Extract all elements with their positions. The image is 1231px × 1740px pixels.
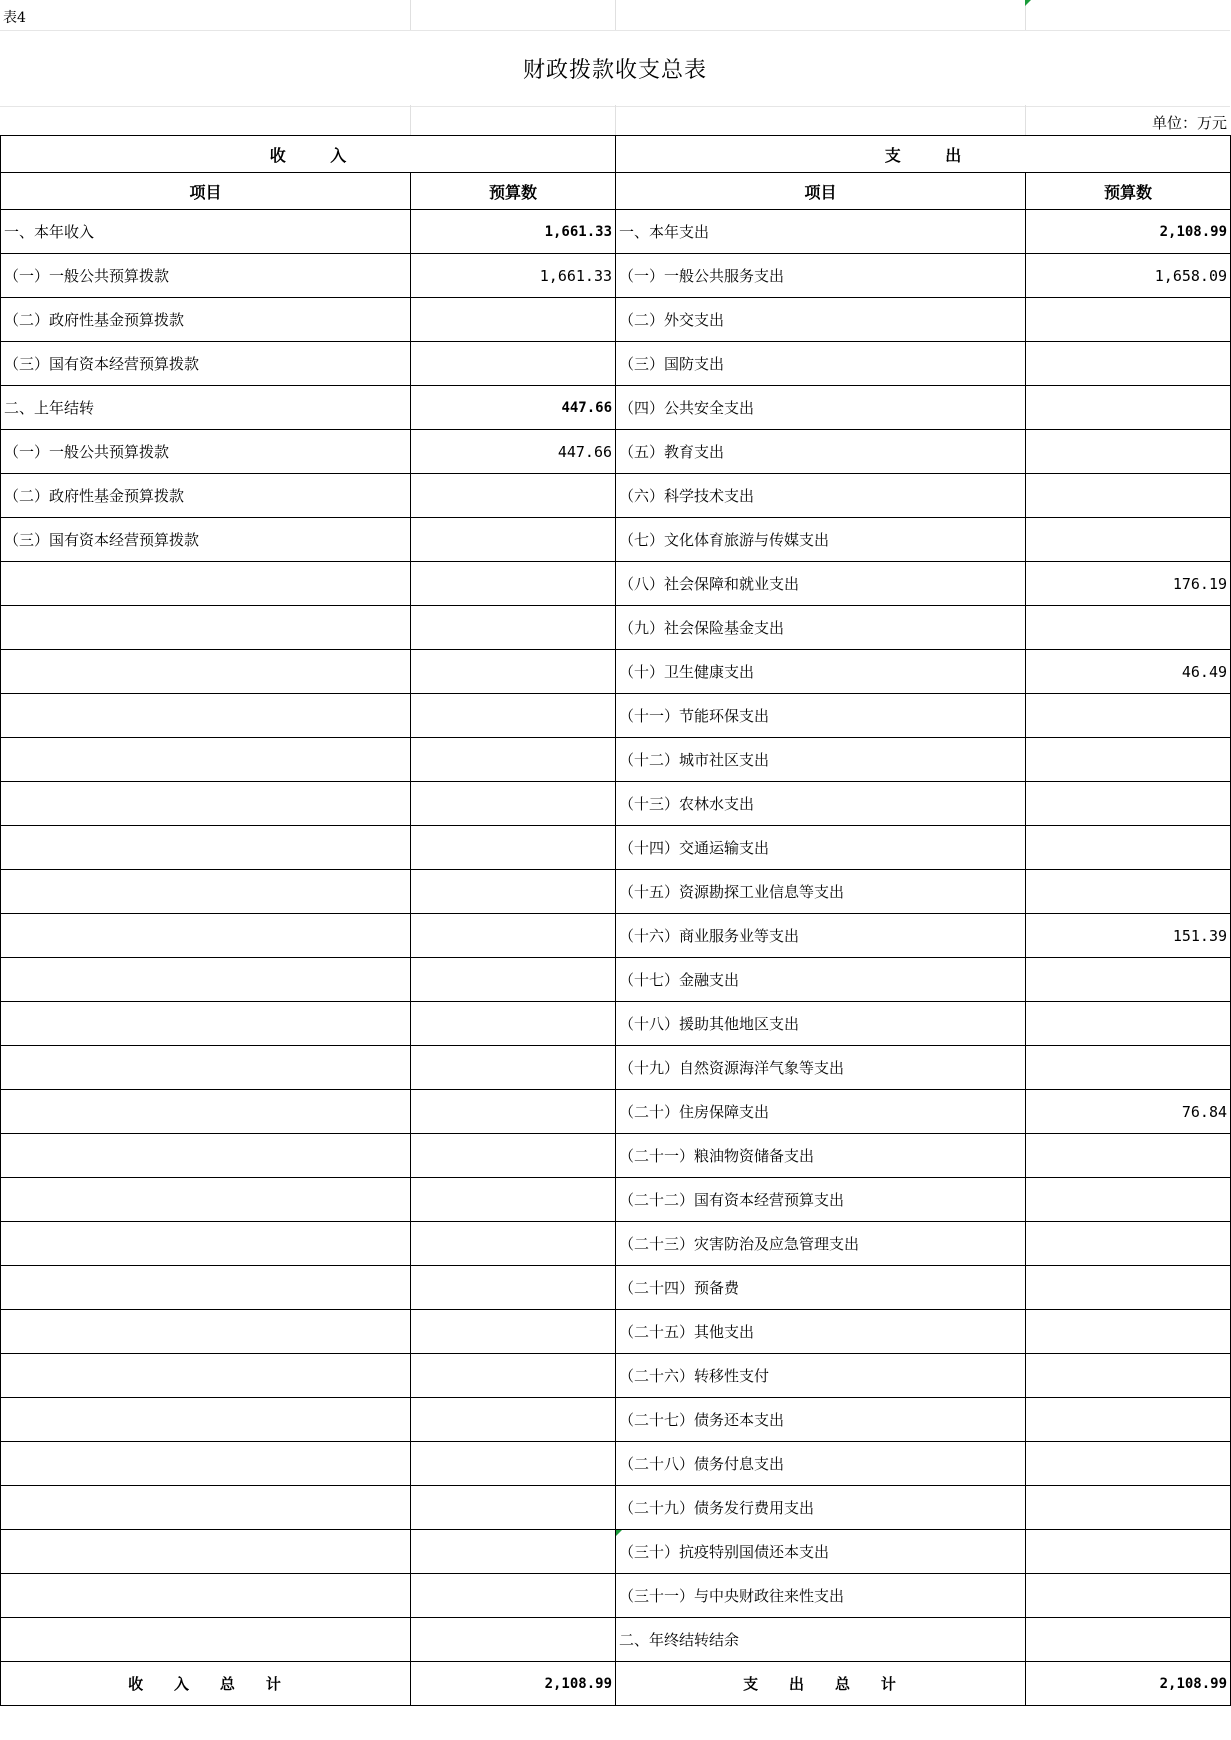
table-row bbox=[1, 1222, 1231, 1266]
income-item-cell bbox=[1, 606, 411, 650]
income-amount-cell: 447.66 bbox=[411, 430, 616, 474]
expense-item-cell: （十五）资源勘探工业信息等支出 bbox=[616, 870, 1026, 914]
expense-item-cell: （十八）援助其他地区支出 bbox=[616, 1002, 1026, 1046]
expense-item-cell: （二十四）预备费 bbox=[616, 1266, 1026, 1310]
table-row bbox=[1, 518, 1231, 562]
income-item-cell: （三）国有资本经营预算拨款 bbox=[1, 342, 411, 386]
income-amount-cell bbox=[411, 1134, 616, 1178]
income-item-cell bbox=[1, 782, 411, 826]
expense-amount-cell bbox=[1026, 826, 1231, 870]
expense-amount-cell bbox=[1026, 1222, 1231, 1266]
income-amount-cell bbox=[411, 1266, 616, 1310]
table-row bbox=[1, 958, 1231, 1002]
unit-label: 单位：万元 bbox=[1151, 114, 1227, 132]
expense-item-cell: （二十一）粮油物资储备支出 bbox=[616, 1134, 1026, 1178]
income-amount-cell bbox=[411, 474, 616, 518]
income-item-cell bbox=[1, 1046, 411, 1090]
expense-amount-cell: 46.49 bbox=[1026, 650, 1231, 694]
income-item-cell bbox=[1, 1354, 411, 1398]
income-budget-header: 预算数 bbox=[411, 173, 616, 210]
expense-amount-cell bbox=[1026, 342, 1231, 386]
income-amount-cell bbox=[411, 1090, 616, 1134]
expense-amount-cell bbox=[1026, 474, 1231, 518]
expense-amount-cell bbox=[1026, 1178, 1231, 1222]
expense-item-cell: （六）科学技术支出 bbox=[616, 474, 1026, 518]
income-amount-cell: 447.66 bbox=[411, 386, 616, 430]
expense-item-cell: （十七）金融支出 bbox=[616, 958, 1026, 1002]
income-amount-cell bbox=[411, 1310, 616, 1354]
table-row bbox=[1, 210, 1231, 254]
income-item-cell: （二）政府性基金预算拨款 bbox=[1, 298, 411, 342]
income-item-cell bbox=[1, 1266, 411, 1310]
income-item-cell bbox=[1, 1530, 411, 1574]
income-item-cell bbox=[1, 1310, 411, 1354]
section-header-row bbox=[1, 136, 1231, 173]
table-row bbox=[1, 1574, 1231, 1618]
grid-line bbox=[410, 0, 411, 30]
table-row bbox=[1, 1618, 1231, 1662]
table-row bbox=[1, 694, 1231, 738]
table-row bbox=[1, 1398, 1231, 1442]
table-row bbox=[1, 870, 1231, 914]
income-amount-cell bbox=[411, 1046, 616, 1090]
sheet-label-row bbox=[0, 0, 1230, 30]
grid-line bbox=[615, 105, 616, 135]
expense-amount-cell bbox=[1026, 782, 1231, 826]
expense-item-cell: （十一）节能环保支出 bbox=[616, 694, 1026, 738]
table-row bbox=[1, 738, 1231, 782]
expense-item-cell: （九）社会保险基金支出 bbox=[616, 606, 1026, 650]
grid-line bbox=[615, 0, 616, 30]
expense-amount-cell bbox=[1026, 1486, 1231, 1530]
income-amount-cell bbox=[411, 342, 616, 386]
income-item-cell: （一）一般公共预算拨款 bbox=[1, 430, 411, 474]
income-item-cell: （一）一般公共预算拨款 bbox=[1, 254, 411, 298]
income-total-value: 2,108.99 bbox=[411, 1662, 616, 1706]
table-row bbox=[1, 782, 1231, 826]
income-amount-cell bbox=[411, 518, 616, 562]
income-amount-cell bbox=[411, 1002, 616, 1046]
income-amount-cell bbox=[411, 1442, 616, 1486]
income-item-cell bbox=[1, 562, 411, 606]
table-row bbox=[1, 298, 1231, 342]
table-row bbox=[1, 474, 1231, 518]
sheet-label: 表4 bbox=[3, 10, 26, 26]
expense-amount-cell bbox=[1026, 386, 1231, 430]
table-row bbox=[1, 650, 1231, 694]
table-row bbox=[1, 1266, 1231, 1310]
income-item-cell bbox=[1, 914, 411, 958]
income-item-cell bbox=[1, 1486, 411, 1530]
expense-amount-cell bbox=[1026, 1574, 1231, 1618]
grid-line bbox=[1025, 105, 1026, 135]
expense-item-cell: （五）教育支出 bbox=[616, 430, 1026, 474]
table-row bbox=[1, 1134, 1231, 1178]
income-item-cell bbox=[1, 1134, 411, 1178]
expense-total-label: 支 出 总 计 bbox=[616, 1662, 1026, 1706]
table-row bbox=[1, 562, 1231, 606]
expense-total-value: 2,108.99 bbox=[1026, 1662, 1231, 1706]
expense-amount-cell bbox=[1026, 1134, 1231, 1178]
grid-line bbox=[410, 105, 411, 135]
income-amount-cell bbox=[411, 1530, 616, 1574]
table-row bbox=[1, 1486, 1231, 1530]
expense-amount-cell bbox=[1026, 1310, 1231, 1354]
expense-item-cell: （七）文化体育旅游与传媒支出 bbox=[616, 518, 1026, 562]
income-amount-cell bbox=[411, 562, 616, 606]
expense-item-cell: （二十三）灾害防治及应急管理支出 bbox=[616, 1222, 1026, 1266]
expense-item-cell: （十三）农林水支出 bbox=[616, 782, 1026, 826]
income-amount-cell bbox=[411, 870, 616, 914]
expense-item-cell: （十九）自然资源海洋气象等支出 bbox=[616, 1046, 1026, 1090]
income-amount-cell bbox=[411, 298, 616, 342]
expense-amount-cell bbox=[1026, 518, 1231, 562]
table-row bbox=[1, 914, 1231, 958]
budget-table bbox=[0, 135, 1231, 1706]
income-item-cell bbox=[1, 826, 411, 870]
income-total-label: 收 入 总 计 bbox=[1, 1662, 411, 1706]
income-amount-cell bbox=[411, 1574, 616, 1618]
income-item-cell bbox=[1, 1002, 411, 1046]
income-item-cell bbox=[1, 694, 411, 738]
expense-item-cell: （十二）城市社区支出 bbox=[616, 738, 1026, 782]
expense-item-cell: 一、本年支出 bbox=[616, 210, 1026, 254]
table-row bbox=[1, 1002, 1231, 1046]
income-amount-cell bbox=[411, 1354, 616, 1398]
income-amount-cell bbox=[411, 650, 616, 694]
expense-item-cell: （二十二）国有资本经营预算支出 bbox=[616, 1178, 1026, 1222]
expense-item-cell: （二十九）债务发行费用支出 bbox=[616, 1486, 1026, 1530]
table-row bbox=[1, 386, 1231, 430]
column-header-row bbox=[1, 173, 1231, 210]
table-row bbox=[1, 1530, 1231, 1574]
income-item-cell bbox=[1, 1574, 411, 1618]
expense-item-cell: （三十）抗疫特别国债还本支出 bbox=[616, 1530, 1026, 1574]
expense-item-cell: （二十）住房保障支出 bbox=[616, 1090, 1026, 1134]
income-amount-cell bbox=[411, 826, 616, 870]
expense-amount-cell bbox=[1026, 738, 1231, 782]
expense-item-cell: （二十七）债务还本支出 bbox=[616, 1398, 1026, 1442]
expense-amount-cell: 76.84 bbox=[1026, 1090, 1231, 1134]
expense-amount-cell: 2,108.99 bbox=[1026, 210, 1231, 254]
income-item-cell: 一、本年收入 bbox=[1, 210, 411, 254]
expense-item-cell: （八）社会保障和就业支出 bbox=[616, 562, 1026, 606]
income-item-cell bbox=[1, 958, 411, 1002]
income-amount-cell bbox=[411, 1618, 616, 1662]
table-row bbox=[1, 1442, 1231, 1486]
income-item-cell: （三）国有资本经营预算拨款 bbox=[1, 518, 411, 562]
expense-amount-cell bbox=[1026, 1046, 1231, 1090]
income-item-cell: 二、上年结转 bbox=[1, 386, 411, 430]
expense-item-cell: （十）卫生健康支出 bbox=[616, 650, 1026, 694]
income-item-cell bbox=[1, 1398, 411, 1442]
expense-item-cell: （一）一般公共服务支出 bbox=[616, 254, 1026, 298]
expense-amount-cell bbox=[1026, 1618, 1231, 1662]
table-row bbox=[1, 342, 1231, 386]
income-item-cell: （二）政府性基金预算拨款 bbox=[1, 474, 411, 518]
expense-item-cell: （三十一）与中央财政往来性支出 bbox=[616, 1574, 1026, 1618]
expense-item-header: 项目 bbox=[616, 173, 1026, 210]
income-amount-cell bbox=[411, 1222, 616, 1266]
expense-amount-cell bbox=[1026, 606, 1231, 650]
table-row bbox=[1, 430, 1231, 474]
table-row bbox=[1, 1090, 1231, 1134]
expense-amount-cell: 176.19 bbox=[1026, 562, 1231, 606]
expense-item-cell: （四）公共安全支出 bbox=[616, 386, 1026, 430]
table-row bbox=[1, 254, 1231, 298]
expense-amount-cell bbox=[1026, 430, 1231, 474]
income-header: 收 入 bbox=[1, 136, 616, 173]
expense-amount-cell: 151.39 bbox=[1026, 914, 1231, 958]
page-title: 财政拨款收支总表 bbox=[522, 58, 707, 83]
table-row bbox=[1, 1354, 1231, 1398]
income-amount-cell: 1,661.33 bbox=[411, 210, 616, 254]
income-item-cell bbox=[1, 1178, 411, 1222]
expense-item-cell: （二十八）债务付息支出 bbox=[616, 1442, 1026, 1486]
income-amount-cell bbox=[411, 738, 616, 782]
table-row bbox=[1, 1046, 1231, 1090]
table-row bbox=[1, 1310, 1231, 1354]
expense-item-cell: （十四）交通运输支出 bbox=[616, 826, 1026, 870]
expense-amount-cell bbox=[1026, 298, 1231, 342]
income-item-cell bbox=[1, 738, 411, 782]
income-amount-cell bbox=[411, 1486, 616, 1530]
expense-item-cell: （十六）商业服务业等支出 bbox=[616, 914, 1026, 958]
expense-amount-cell bbox=[1026, 1530, 1231, 1574]
expense-item-cell: 二、年终结转结余 bbox=[616, 1618, 1026, 1662]
expense-item-cell: （三）国防支出 bbox=[616, 342, 1026, 386]
table-row bbox=[1, 1178, 1231, 1222]
income-item-cell bbox=[1, 1442, 411, 1486]
income-amount-cell bbox=[411, 782, 616, 826]
expense-amount-cell: 1,658.09 bbox=[1026, 254, 1231, 298]
expense-amount-cell bbox=[1026, 694, 1231, 738]
expense-amount-cell bbox=[1026, 1442, 1231, 1486]
table-row bbox=[1, 606, 1231, 650]
expense-amount-cell bbox=[1026, 958, 1231, 1002]
expense-amount-cell bbox=[1026, 1002, 1231, 1046]
income-item-cell bbox=[1, 650, 411, 694]
income-amount-cell bbox=[411, 694, 616, 738]
income-item-cell bbox=[1, 1222, 411, 1266]
unit-row bbox=[0, 105, 1230, 135]
income-item-cell bbox=[1, 870, 411, 914]
income-amount-cell bbox=[411, 914, 616, 958]
income-item-cell bbox=[1, 1090, 411, 1134]
income-amount-cell: 1,661.33 bbox=[411, 254, 616, 298]
income-item-header: 项目 bbox=[1, 173, 411, 210]
expense-amount-cell bbox=[1026, 1398, 1231, 1442]
table-row bbox=[1, 826, 1231, 870]
expense-header: 支 出 bbox=[616, 136, 1231, 173]
totals-row bbox=[1, 1662, 1231, 1706]
expense-item-cell: （二）外交支出 bbox=[616, 298, 1026, 342]
expense-amount-cell bbox=[1026, 870, 1231, 914]
expense-item-cell: （二十五）其他支出 bbox=[616, 1310, 1026, 1354]
income-item-cell bbox=[1, 1618, 411, 1662]
expense-budget-header: 预算数 bbox=[1026, 173, 1231, 210]
income-amount-cell bbox=[411, 606, 616, 650]
expense-amount-cell bbox=[1026, 1354, 1231, 1398]
income-amount-cell bbox=[411, 1178, 616, 1222]
comment-marker-icon bbox=[1025, 0, 1031, 6]
expense-amount-cell bbox=[1026, 1266, 1231, 1310]
income-amount-cell bbox=[411, 1398, 616, 1442]
expense-item-cell: （二十六）转移性支付 bbox=[616, 1354, 1026, 1398]
income-amount-cell bbox=[411, 958, 616, 1002]
title-area bbox=[0, 30, 1230, 107]
